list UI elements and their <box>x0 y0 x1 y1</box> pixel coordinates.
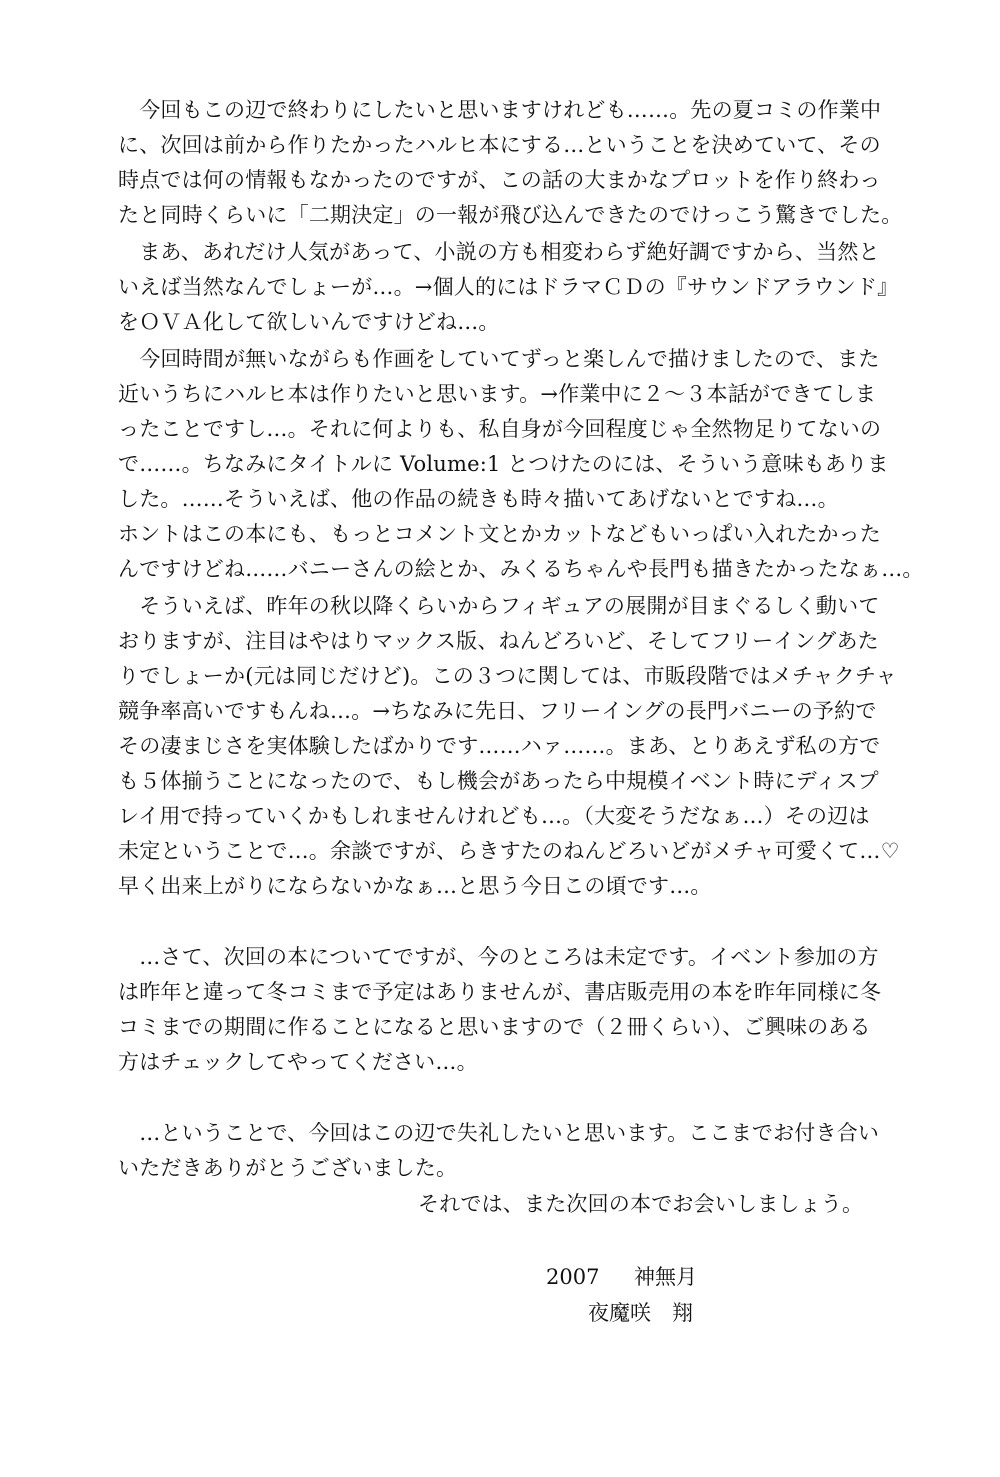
signature-year: 2007 <box>546 1265 600 1289</box>
body-line: 早く出来上がりにならないかなぁ…と思う今日この頃です…。 <box>118 874 712 898</box>
body-line: そういえば、昨年の秋以降くらいからフィギュアの展開が目まぐるしく動いて <box>118 594 880 618</box>
body-line: ったことですし…。それに何よりも、私自身が今回程度じゃ全然物足りてないの <box>118 417 882 441</box>
body-line: をＯＶＡ化して欲しいんですけどね…。 <box>118 310 500 334</box>
body-line: 方はチェックしてやってください…。 <box>118 1050 478 1074</box>
body-line: に、次回は前から作りたかったハルヒ本にする…ということを決めていて、その <box>118 133 881 157</box>
body-line: いえば当然なんでしょーが…。→個人的にはドラマＣＤの『サウンドアラウンド』 <box>118 275 899 299</box>
body-line: んですけどね……バニーさんの絵とか、みくるちゃんや長門も描きたかったなぁ…。 <box>118 557 924 581</box>
body-line: は昨年と違って冬コミまで予定はありませんが、書店販売用の本を昨年同様に冬 <box>118 980 882 1004</box>
body-line: も５体揃うことになったので、もし機会があったら中規模イベント時にディスプ <box>118 769 879 793</box>
body-line: 時点では何の情報もなかったのですが、この話の大まかなプロットを作り終わっ <box>118 168 881 192</box>
body-line: した。……そういえば、他の作品の続きも時々描いてあげないとですね…。 <box>118 487 839 511</box>
body-line: りでしょーか(元は同じだけど)。この３つに関しては、市販段階ではメチャクチャ <box>118 664 897 688</box>
body-line: 今回時間が無いながらも作画をしていてずっと楽しんで描けましたので、また <box>118 347 880 371</box>
body-line: 競争率高いですもんね…。→ちなみに先日、フリーイングの長門バニーの予約で <box>118 699 877 723</box>
body-line: まあ、あれだけ人気があって、小説の方も相変わらず絶好調ですから、当然と <box>118 240 880 264</box>
body-line: で……。ちなみにタイトルに Volume:1 とつけたのには、そういう意味もありま <box>118 452 889 476</box>
body-line: …ということで、今回はこの辺で失礼したいと思います。ここまでお付き合い <box>118 1121 880 1145</box>
body-line: いただきありがとうございました。 <box>118 1156 458 1180</box>
signature-month: 神無月 <box>634 1265 697 1289</box>
body-line: ホントはこの本にも、もっとコメント文とかカットなどもいっぱい入れたかった <box>118 522 881 546</box>
body-line: コミまでの期間に作ることになると思いますので（２冊くらい）、ご興味のある <box>118 1015 871 1039</box>
signature-author: 夜魔咲 翔 <box>588 1301 693 1325</box>
body-line: おりますが、注目はやはりマックス版、ねんどろいど、そしてフリーイングあた <box>118 629 879 653</box>
body-line: レイ用で持っていくかもしれませんけれども…。（大変そうだなぁ…）その辺は <box>118 804 870 828</box>
closing-line: それでは、また次回の本でお会いしましょう。 <box>418 1192 864 1216</box>
body-line: 近いうちにハルヒ本は作りたいと思います。→作業中に２～３本話ができてしま <box>118 382 877 406</box>
body-line: その凄まじさを実体験したばかりです……ハァ……。まあ、とりあえず私の方で <box>118 734 881 758</box>
body-line: たと同時くらいに「二期決定」の一報が飛び込んできたのでけっこう驚きでした。 <box>118 203 903 227</box>
body-line: …さて、次回の本についてですが、今のところは未定です。イベント参加の方 <box>118 945 879 969</box>
body-line: 未定ということで…。余談ですが、らきすたのねんどろいどがメチャ可愛くて…♡ <box>118 839 900 863</box>
body-line: 今回もこの辺で終わりにしたいと思いますけれども……。先の夏コミの作業中 <box>118 98 882 122</box>
